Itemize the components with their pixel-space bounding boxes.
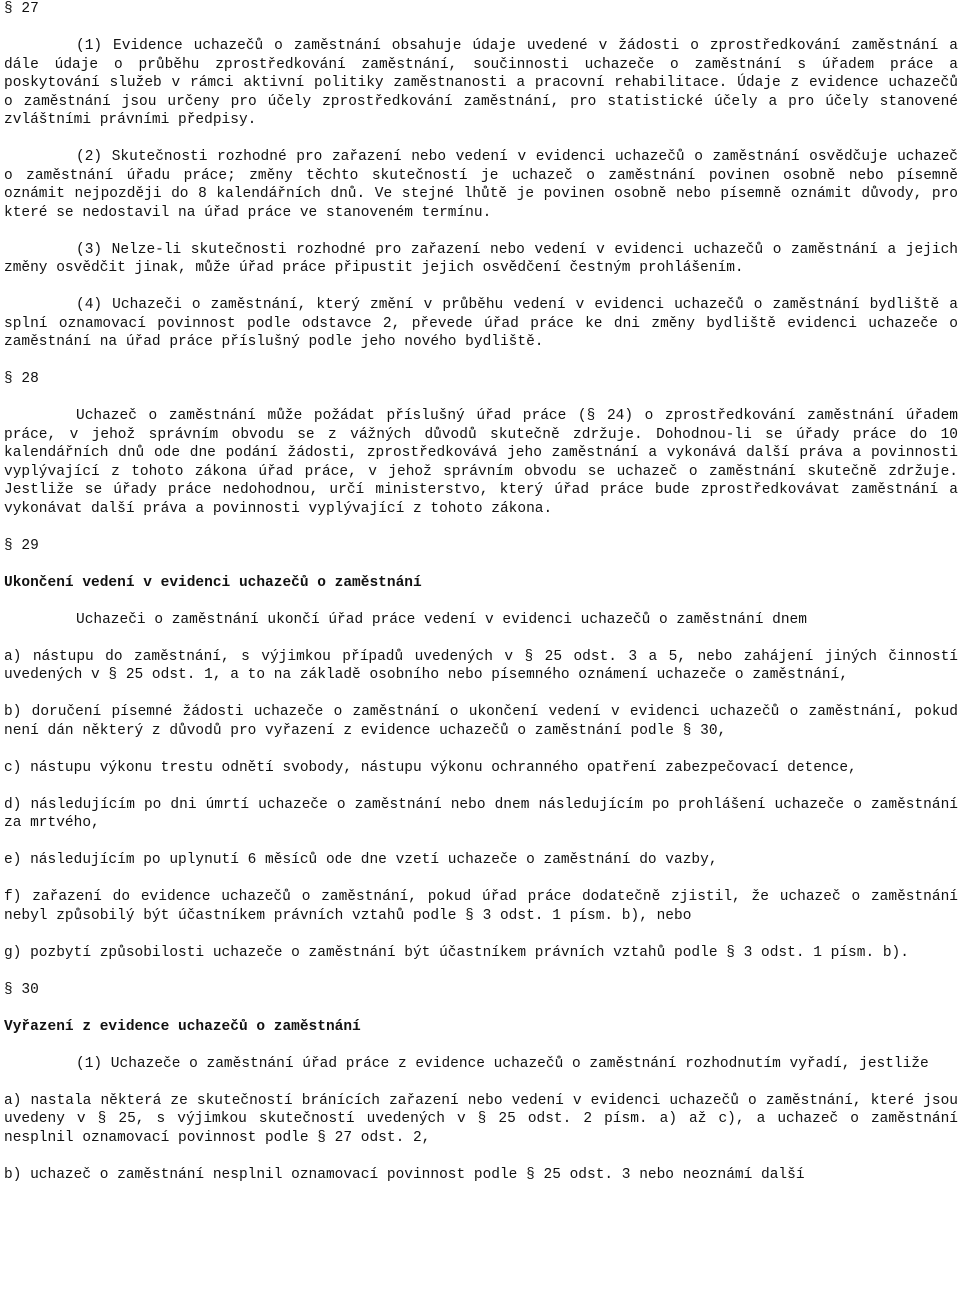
section-27-paragraph-4: (4) Uchazeči o zaměstnání, který změní v průběhu vedení v evidenci uchazečů o zaměstnání bydliště a splní oznamovací povinnost podle odstavce 2, převede úřad práce ke dni změny bydliště evidenci uchazeče o zaměstnání na úřad práce příslušný podle jeho nového bydliště. bbox=[4, 297, 958, 350]
section-29-item-a: a) nástupu do zaměstnání, s výjimkou případů uvedených v § 25 odst. 3 a 5, nebo zahájení jiných činností uvedených v § 25 odst. 1, a to na základě osobního nebo písemného oznámení uchazeče o zaměstnání, bbox=[4, 648, 958, 683]
section-27-paragraph-1: (1) Evidence uchazečů o zaměstnání obsahuje údaje uvedené v žádosti o zprostředkování zaměstnání a dále údaje o průběhu zprostředkování zaměstnání, součinnosti uchazeče o zaměstnání s úřadem práce a poskytování služeb v rámci aktivní politiky zaměstnanosti a pracovní rehabilitace. Údaje z evidence uchazečů o zaměstnání jsou určeny pro účely zprostředkování zaměstnání, pro statistické účely a pro účely stanovené zvláštními právními předpisy. bbox=[4, 38, 958, 128]
section-29-item-f: f) zařazení do evidence uchazečů o zaměstnání, pokud úřad práce dodatečně zjistil, že uchazeč o zaměstnání nebyl způsobilý být účastníkem právních vztahů podle § 3 odst. 1 písm. b), nebo bbox=[4, 889, 958, 924]
section-29-item-b: b) doručení písemné žádosti uchazeče o zaměstnání o ukončení vedení v evidenci uchazečů o zaměstnání, pokud není dán některý z důvodů pro vyřazení z evidence uchazečů o zaměstnání podle § 30, bbox=[4, 704, 958, 739]
section-30-number: § 30 bbox=[4, 981, 39, 998]
section-28-number: § 28 bbox=[4, 371, 39, 387]
document-page bbox=[4, 0, 958, 1184]
section-29-item-g: g) pozbytí způsobilosti uchazeče o zaměstnání být účastníkem právních vztahů podle § 3 odst. 1 písm. b). bbox=[4, 944, 909, 961]
section-28-paragraph-1: Uchazeč o zaměstnání může požádat příslušný úřad práce (§ 24) o zprostředkování zaměstnání úřadem práce, v jehož správním obvodu se z vážných důvodů skutečně zdržuje. Dohodnou-li se úřady práce do 10 kalendářních dnů ode dne podání žádosti, zprostředkovává jeho zaměstnání a vykonává další práva a povinnosti vyplývající z tohoto zákona úřad práce, v jehož správním obvodu se uchazeč o zaměstnání skutečně zdržuje. Jestliže se úřady práce nedohodnou, určí ministerstvo, který úřad práce bude zprostředkovávat zaměstnání a vykonávat další práva a povinnosti vyplývající z tohoto zákona. bbox=[4, 408, 958, 517]
section-30-item-a: a) nastala některá ze skutečností bránících zařazení nebo vedení v evidenci uchazečů o zaměstnání, které jsou uvedeny v § 25, s výjimkou skutečností uvedených v § 25 odst. 2 písm. a) až c), a uchazeč o zaměstnání nesplnil oznamovací povinnost podle § 27 odst. 2, bbox=[4, 1092, 958, 1146]
section-30-item-b: b) uchazeč o zaměstnání nesplnil oznamovací povinnost podle § 25 odst. 3 nebo neoznámí další bbox=[4, 1166, 805, 1183]
section-27-paragraph-3: (3) Nelze-li skutečnosti rozhodné pro zařazení nebo vedení v evidenci uchazečů o zaměstnání a jejich změny osvědčit jinak, může úřad práce připustit jejich osvědčení čestným prohlášením. bbox=[4, 241, 958, 276]
section-27-paragraph-2: (2) Skutečnosti rozhodné pro zařazení nebo vedení v evidenci uchazečů o zaměstnání osvědčuje uchazeč o zaměstnání úřadu práce; změny těchto skutečností je uchazeč o zaměstnání povinen osobně nebo písemně oznámit nejpozději do 8 kalendářních dnů. Ve stejné lhůtě je povinen osobně nebo písemně oznámit důvody, pro které se nedostavil na úřad práce ve stanoveném termínu. bbox=[4, 149, 958, 221]
section-29-title: Ukončení vedení v evidenci uchazečů o zaměstnání bbox=[4, 574, 422, 591]
section-30-title: Vyřazení z evidence uchazečů o zaměstnání bbox=[4, 1018, 361, 1035]
section-29-intro: Uchazeči o zaměstnání ukončí úřad práce vedení v evidenci uchazečů o zaměstnání dnem bbox=[76, 611, 807, 628]
section-29-number: § 29 bbox=[4, 537, 39, 554]
section-27-number: § 27 bbox=[4, 1, 39, 17]
section-29-item-d: d) následujícím po dni úmrtí uchazeče o zaměstnání nebo dnem následujícím po prohlášení uchazeče o zaměstnání za mrtvého, bbox=[4, 796, 958, 831]
section-30-paragraph-1: (1) Uchazeče o zaměstnání úřad práce z evidence uchazečů o zaměstnání rozhodnutím vyřadí, jestliže bbox=[76, 1055, 929, 1072]
section-29-item-c: c) nástupu výkonu trestu odnětí svobody, nástupu výkonu ochranného opatření zabezpečovací detence, bbox=[4, 759, 857, 776]
section-29-item-e: e) následujícím po uplynutí 6 měsíců ode dne vzetí uchazeče o zaměstnání do vazby, bbox=[4, 852, 718, 868]
